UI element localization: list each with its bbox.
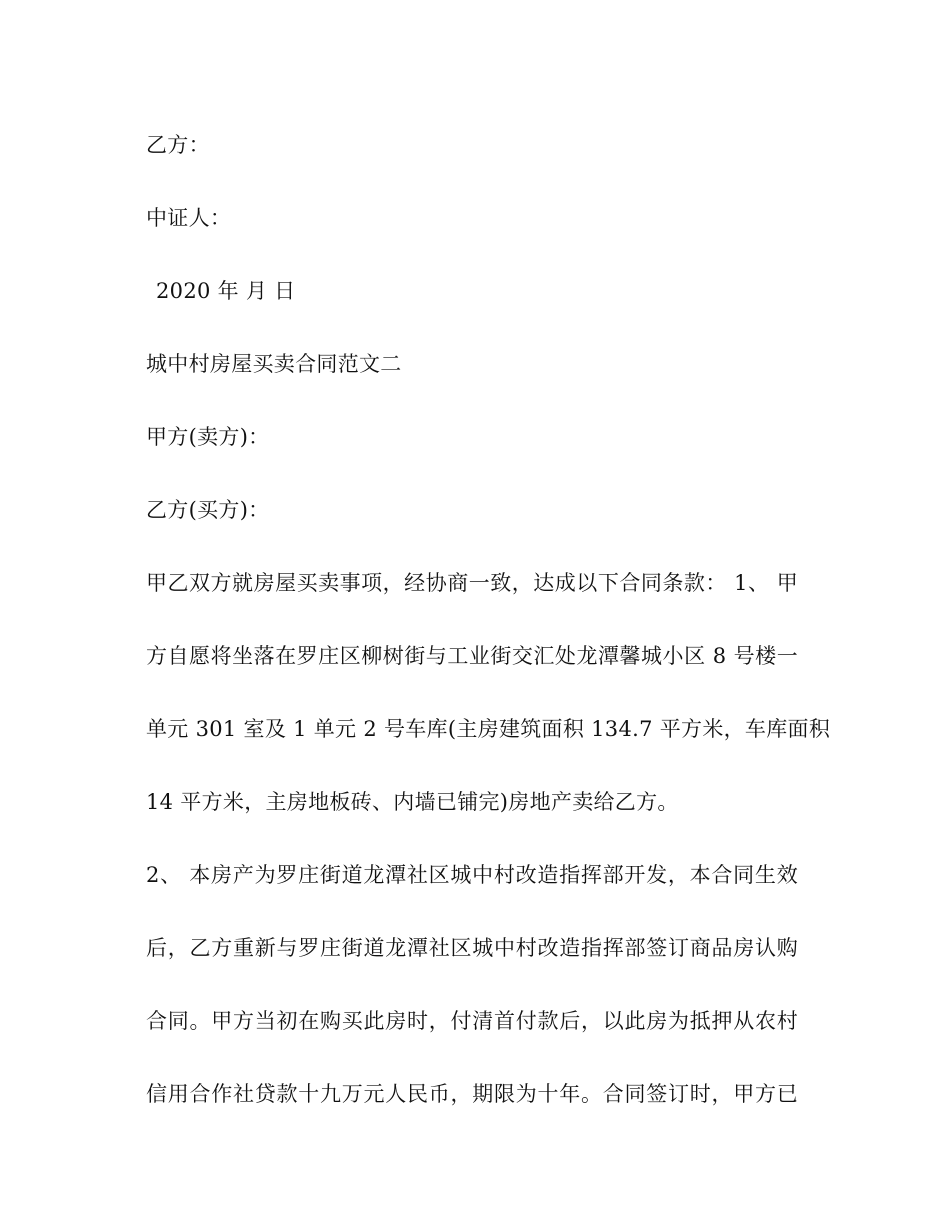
body-text-line: 方自愿将坐落在罗庄区柳树街与工业街交汇处龙潭馨城小区 8 号楼一	[146, 644, 798, 668]
body-text-line: 2、 本房产为罗庄街道龙潭社区城中村改造指挥部开发，本合同生效	[146, 863, 798, 887]
party-b-buyer-label: 乙方(买方)：	[146, 498, 270, 522]
party-a-seller-label: 甲方(卖方)：	[146, 425, 270, 449]
body-text-line: 甲乙双方就房屋买卖事项，经协商一致，达成以下合同条款： 1、 甲	[146, 571, 798, 595]
party-b-label: 乙方：	[146, 133, 210, 157]
body-text-line: 合同。甲方当初在购买此房时，付清首付款后，以此房为抵押从农村	[146, 1009, 798, 1033]
body-text-line: 单元 301 室及 1 单元 2 号车库(主房建筑面积 134.7 平方米，车库面积	[146, 717, 831, 741]
contract-title: 城中村房屋买卖合同范文二	[146, 352, 402, 376]
body-text-line: 14 平方米，主房地板砖、内墙已铺完)房地产卖给乙方。	[146, 790, 679, 814]
body-text-line: 信用合作社贷款十九万元人民币，期限为十年。合同签订时，甲方已	[146, 1082, 798, 1106]
body-text-line: 后，乙方重新与罗庄街道龙潭社区城中村改造指挥部签订商品房认购	[146, 936, 798, 960]
date-line: 2020 年 月 日	[156, 279, 296, 303]
witness-label: 中证人：	[146, 206, 232, 230]
